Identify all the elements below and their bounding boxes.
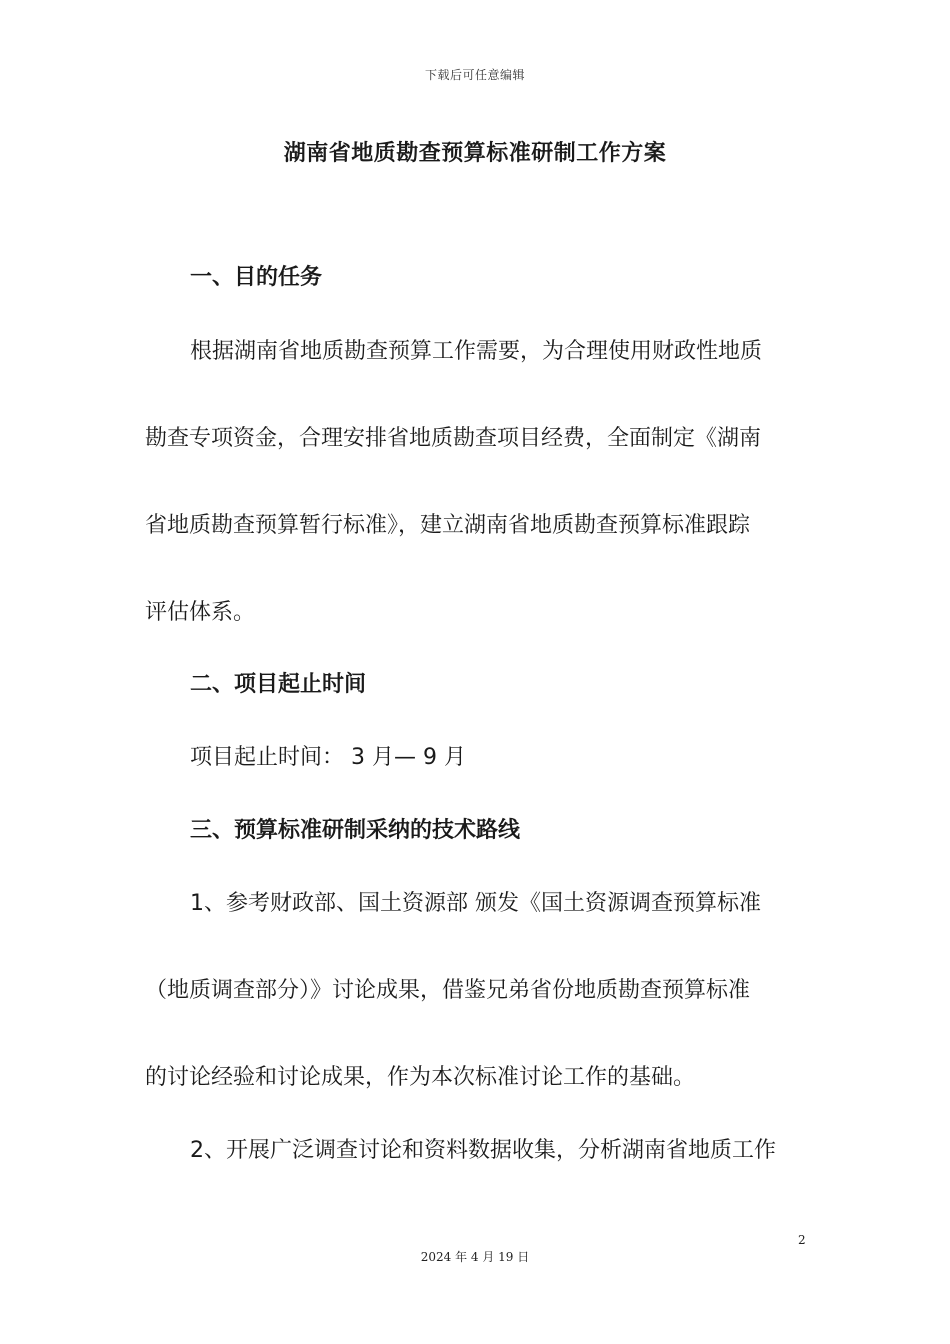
section-heading-technical-route: 三、预算标准研制采纳的技术路线 xyxy=(190,818,521,843)
paragraph-line: 的讨论经验和讨论成果，作为本次标准讨论工作的基础。 xyxy=(145,1065,696,1090)
section-heading-period: 二、项目起止时间 xyxy=(190,672,367,697)
section-heading-purpose: 一、目的任务 xyxy=(190,265,323,290)
paragraph-line: 根据湖南省地质勘查预算工作需要，为合理使用财政性地质 xyxy=(190,339,763,364)
paragraph-line: （地质调查部分）》讨论成果，借鉴兄弟省份地质勘查预算标准 xyxy=(145,978,751,1003)
page-number: 2 xyxy=(798,1233,806,1247)
paragraph-line: 1、参考财政部、国土资源部 颁发《国土资源调查预算标准 xyxy=(190,891,761,916)
paragraph-line: 省地质勘查预算暂行标准》，建立湖南省地质勘查预算标准跟踪 xyxy=(145,513,751,538)
footer-date: 2024 年 4 月 19 日 xyxy=(420,1250,530,1264)
document-title: 湖南省地质勘查预算标准研制工作方案 xyxy=(283,141,667,166)
paragraph-line: 项目起止时间： 3 月— 9 月 xyxy=(190,745,466,770)
paragraph-line: 评估体系。 xyxy=(145,600,256,625)
paragraph-line: 2、开展广泛调查讨论和资料数据收集，分析湖南省地质工作 xyxy=(190,1138,776,1163)
paragraph-line: 勘查专项资金，合理安排省地质勘查项目经费，全面制定《湖南 xyxy=(145,426,762,451)
header-note: 下载后可任意编辑 xyxy=(424,68,525,82)
